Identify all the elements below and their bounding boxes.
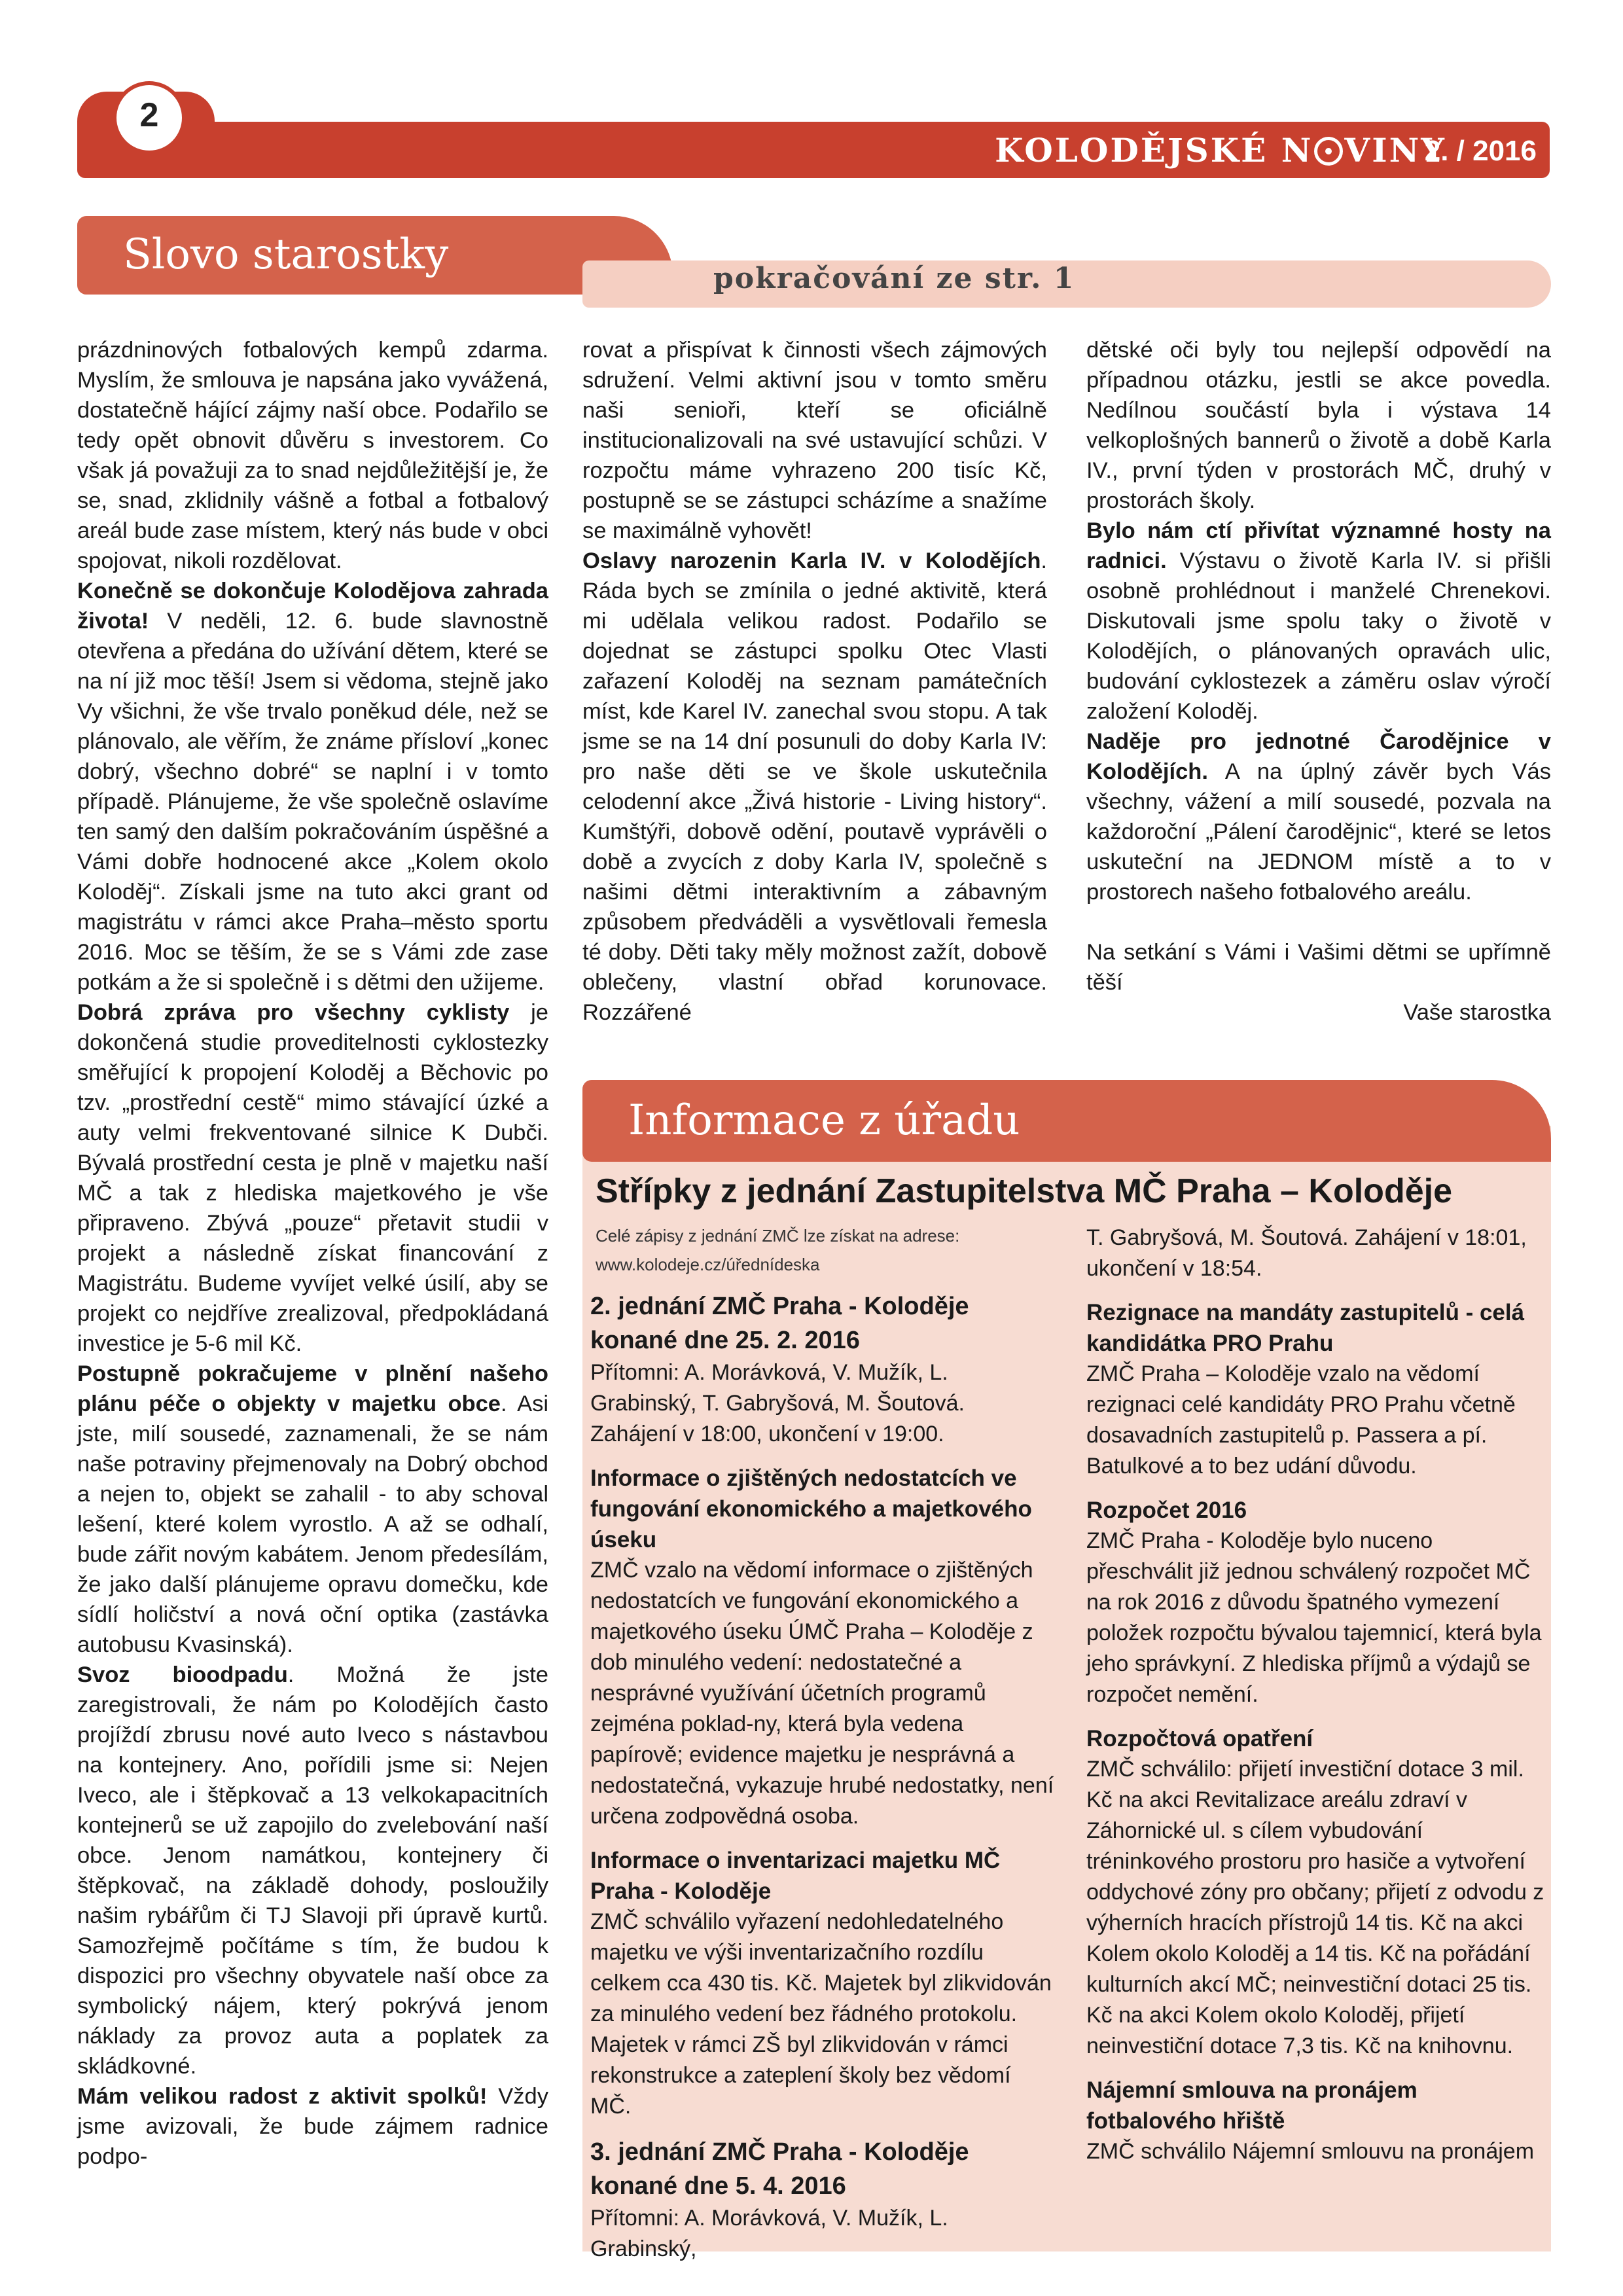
wheel-logo-icon — [1314, 137, 1343, 166]
article-column-3 — [1086, 335, 1551, 1028]
article-column-2 — [582, 335, 1047, 1028]
item-text: T. Gabryšová, M. Šoutová. Zahájení v 18:01, ukončení v 18:54. — [1086, 1225, 1527, 1281]
item-text: Přítomni: A. Morávková, V. Mužík, L. Grabinský, T. Gabryšová, M. Šoutová. Zahájení v 18:00, ukončení v 19:00. — [590, 1360, 965, 1446]
paragraph — [77, 2081, 548, 2172]
issue-number: 2. / 2016 — [1424, 135, 1537, 167]
item-heading: Nájemní smlouva na pronájem fotbalového hřiště — [1086, 2077, 1418, 2134]
item-heading: Rozpočtová opatření — [1086, 1726, 1313, 1751]
info-column-1 — [590, 1289, 1055, 2278]
paragraph-lead: Bylo nám ctí přivítat významné hosty na radnici. — [1086, 518, 1551, 573]
paragraph-text: Na setkání s Vámi i Vašimi dětmi se upřímně těší — [1086, 940, 1551, 995]
paragraph — [77, 1660, 548, 2081]
continued-label: pokračování ze str. 1 — [713, 262, 1075, 295]
paragraph-text: dětské oči byly tou nejlepší odpovědí na případnou otázku, jestli se akce povedla. Nedílnou součástí byla i výstava 14 velkoplošných bannerů o životě a době Karla IV., první týden v prostorách MČ, druhý v prostorách školy. — [1086, 338, 1551, 513]
paragraph — [582, 335, 1047, 546]
item-text: ZMČ Praha - Koloděje bylo nuceno přeschválit již jednou schválený rozpočet MČ na rok 2016 z důvodu špatného vymezení položek rozpočtu bývalou tajemnicí, která byla jeho správkyní. Z hlediska příjmů a výdajů se rozpočet nemění. — [1086, 1528, 1542, 1707]
masthead-text-post: VINY — [1344, 131, 1446, 170]
paragraph-text: prázdninových fotbalových kempů zdarma. Myslím, že smlouva je napsána jako vyvážená, dostatečně hájící zájmy naší obce. Podařilo se tedy opět obnovit důvěru s investorem. Co však já považuji za to snad nejdůležitější je, že se, snad, zklidnily vášně a fotbal a fotbalový areál bude zase místem, který nás bude v obci spojovat, nikoli rozdělovat. — [77, 338, 548, 573]
signature: Vaše starostka — [1403, 1000, 1551, 1025]
paragraph-lead: Naděje pro jednotné Čarodějnice v Kolodějích. — [1086, 729, 1551, 784]
paragraph-lead: Postupně pokračujeme v plnění našeho plánu péče o objekty v majetku obce — [77, 1361, 548, 1416]
paragraph-text: Vždy jsme avizovali, že bude zájmem radnice podpo- — [77, 2084, 548, 2169]
info-headline: Střípky z jednání Zastupitelstva MČ Praha – Koloděje — [596, 1172, 1452, 1210]
info-item — [1086, 1495, 1544, 1710]
info-item — [590, 1845, 1055, 2122]
info-item — [590, 2135, 1055, 2265]
paragraph — [1086, 335, 1551, 516]
section-banner-slovo: Slovo starostky — [77, 216, 673, 295]
meeting-heading: 3. jednání ZMČ Praha - Koloděje konané dne 5. 4. 2016 — [590, 2138, 969, 2200]
paragraph — [1086, 516, 1551, 726]
paragraph — [77, 576, 548, 997]
meeting-heading: 2. jednání ZMČ Praha - Koloděje konané dne 25. 2. 2016 — [590, 1293, 969, 1354]
paragraph — [77, 1359, 548, 1660]
item-text: ZMČ schválilo Nájemní smlouvu na pronájem — [1086, 2139, 1535, 2164]
info-note-line1: Celé zápisy z jednání ZMČ lze získat na adrese: — [596, 1226, 960, 1246]
paragraph-text: . Asi jste, milí sousedé, zaznamenali, že se nám naše potraviny přejmenovaly na Dobrý obchod a nejen to, objekt se zahalil - to aby schoval lešení, které kolem vyrostlo. A až se odhalí, bude zářit novým kabátem. Jenom předesílám, že jako další plánujeme opravu domečku, kde sídlí holičství a nová oční optika (zastávka autobusu Kvasinská). — [77, 1391, 548, 1657]
paragraph — [1086, 726, 1551, 907]
item-text: ZMČ schválilo: přijetí investiční dotace 3 mil. Kč na akci Revitalizace areálu zdraví v Záhornické ul. s cílem vybudování tréninkového prostoru pro hasiče a vytvoření oddychové zóny pro občany; přijetí z odvodu z výherních hracích přístrojů 14 tis. Kč na akci Kolem okolo Koloděj a 14 tis. Kč na pořádání kulturních akcí MČ; neinvestiční dotaci 25 tis. Kč na akci Kolem okolo Koloděj, přijetí neinvestiční dotace 7,3 tis. Kč na knihovnu. — [1086, 1757, 1544, 2058]
paragraph-lead: Konečně se dokončuje Kolodějova zahrada života! — [77, 579, 548, 634]
paragraph-lead: Svoz bioodpadu — [77, 1662, 288, 1687]
paragraph-text: je dokončená studie proveditelnosti cyklostezky směřující k propojení Koloděj a Běchovic po tzv. „prostřední cestě“ mimo stávající úzké a auty velmi frekventované silnice K Dubči. Bývalá prostřední cesta je plně v majetku naší MČ a tak z hlediska majetkového je vše připraveno. Zbývá „pouze“ přetavit studii v projekt a následně získat financování z Magistrátu. Budeme vyvíjet velké úsilí, aby se projekt co nejdříve zrealizoval, předpokládaná investice je 5-6 mil Kč. — [77, 1000, 548, 1356]
section-banner-info: Informace z úřadu — [582, 1080, 1551, 1162]
paragraph-lead: Mám velikou radost z aktivit spolků! — [77, 2084, 488, 2109]
paragraph-text: Výstavu o životě Karla IV. si přišli osobně prohlédnout i manželé Chrenekovi. Diskutovali jsme spolu taky o životě v Kolodějích, o plánovaných opravách ulic, budování cyklostezek a záměru oslav výročí založení Koloděj. — [1086, 548, 1551, 724]
info-item — [1086, 2075, 1544, 2167]
item-heading: Rezignace na mandáty zastupitelů - celá kandidátka PRO Prahu — [1086, 1300, 1525, 1356]
item-text: ZMČ vzalo na vědomí informace o zjištěných nedostatcích ve fungování ekonomického a majetkového úseku ÚMČ Praha – Koloděje z dob minulého vedení: nedostatečné a nesprávné využívání účetních programů zejména poklad-ny, která byla vedena papírově; evidence majetku je nesprávná a nedostatečná, vykazuje hrubé nedostatky, není určena zodpovědná osoba. — [590, 1558, 1054, 1829]
paragraph-lead: Oslavy narozenin Karla IV. v Kolodějích — [582, 548, 1041, 573]
item-heading: Informace o inventarizaci majetku MČ Praha - Koloděje — [590, 1848, 1001, 1904]
info-item — [1086, 1297, 1544, 1482]
item-text: ZMČ Praha – Koloděje vzalo na vědomí rezignaci celé kandidáty PRO Prahu včetně dosavadních zastupitelů p. Passera a pí. Batulkové a to bez udání důvodu. — [1086, 1361, 1516, 1479]
paragraph — [1086, 937, 1551, 997]
paragraph-text: A na úplný závěr bych Vás všechny, vážení a milí sousedé, pozvala na každoroční „Pálení čarodějnic“, které se letos uskuteční na JEDNOM místě a to v prostorech našeho fotbalového areálu. — [1086, 759, 1551, 905]
article-column-1 — [77, 335, 548, 2172]
item-text: Přítomni: A. Morávková, V. Mužík, L. Grabinský, — [590, 2206, 948, 2261]
info-item — [1086, 1723, 1544, 2062]
info-column-2 — [1086, 1223, 1544, 2180]
paragraph-text: . Ráda bych se zmínila o jedné aktivitě, která mi udělala velikou radost. Podařilo se dojednat se zástupci spolku Otec Vlasti zařazení Koloděj na seznam památečních míst, kde Karel IV. zanechal svou stopu. A tak jsme se na 14 dní posunuli do doby Karla IV: pro naše děti se ve škole uskutečnila celodenní akce „Živá historie - Living history“. Kumštýři, dobově odění, poutavě vyprávěli o době a zvycích z doby Karla IV, společně s našimi dětmi interaktivním a zábavným způsobem předváděli a vysvětlovali řemesla té doby. Děti taky měly možnost zažít, dobově oblečeny, vlastní obřad korunovace. Rozzářené — [582, 548, 1047, 1025]
paragraph — [582, 546, 1047, 1028]
paragraph — [77, 335, 548, 576]
info-item — [590, 1463, 1055, 1832]
item-heading: Rozpočet 2016 — [1086, 1498, 1247, 1523]
paragraph — [77, 997, 548, 1359]
paragraph-lead: Dobrá zpráva pro všechny cyklisty — [77, 1000, 510, 1025]
info-note — [596, 1221, 1054, 1279]
info-note-link[interactable]: www.kolodeje.cz/úřednídeska — [596, 1255, 820, 1274]
masthead-text-pre: KOLODĚJSKÉ N — [995, 131, 1313, 170]
info-item — [590, 1289, 1055, 1450]
info-item — [1086, 1223, 1544, 1284]
paragraph-text: rovat a přispívat k činnosti všech zájmových sdružení. Velmi aktivní jsou v tomto směru naši senioři, kteří se oficiálně institucionalizovali na své ustavující schůzi. V rozpočtu máme vyhrazeno 200 tisíc Kč, postupně se se zástupci scházíme a snažíme se maximálně vyhovět! — [582, 338, 1047, 543]
item-text: ZMČ schválilo vyřazení nedohledatelného majetku ve výši inventarizačního rozdílu celkem cca 430 tis. Kč. Majetek byl zlikvidován za minulého vedení bez řádného protokolu. Majetek v rámci ZŠ byl zlikvidován v rámci rekonstrukce a zateplení školy bez vědomí MČ. — [590, 1909, 1052, 2119]
paragraph-text: V neděli, 12. 6. bude slavnostně otevřena a předána do užívání dětem, které se na ní již moc těší! Jsem si vědoma, stejně jako Vy všichni, že vše trvalo poněkud déle, než se plánovalo, ale věřím, že známe přísloví „konec dobrý, všechno dobré“ se naplní i v tomto případě. Plánujeme, že vše společně oslavíme ten samý den dalším pokračováním úspěšné a Vámi dobře hodnocené akce „Kolem okolo Koloděj“. Získali jsme na tuto akci grant od magistrátu v rámci akce Praha–město sportu 2016. Moc se těším, že se s Vámi zde zase potkám a že si společně i s dětmi den užijeme. — [77, 609, 548, 995]
paragraph-text: . Možná že jste zaregistrovali, že nám po Kolodějích často projíždí zbrusu nové auto Iveco s nástavbou na kontejnery. Ano, pořídili jsme si: Nejen Iveco, ale i štěpkovač a 13 velkokapacitních kontejnerů se už zapojilo do zvelebování naší obce. Jenom namátkou, kontejnery či štěpkovač, na základě dohody, posloužily našim rybářům či TJ Slavoji při úpravě kurtů. Samozřejmě počítáme s tím, že budou k dispozici pro všechny obyvatele naší obce za symbolický nájem, který pokrývá jenom náklady za provoz auta a poplatek za skládkovné. — [77, 1662, 548, 2079]
page-number: 2 — [139, 96, 159, 134]
paragraph — [1086, 907, 1551, 937]
masthead — [995, 131, 1446, 170]
item-heading: Informace o zjištěných nedostatcích ve fungování ekonomického a majetkového úseku — [590, 1465, 1032, 1552]
